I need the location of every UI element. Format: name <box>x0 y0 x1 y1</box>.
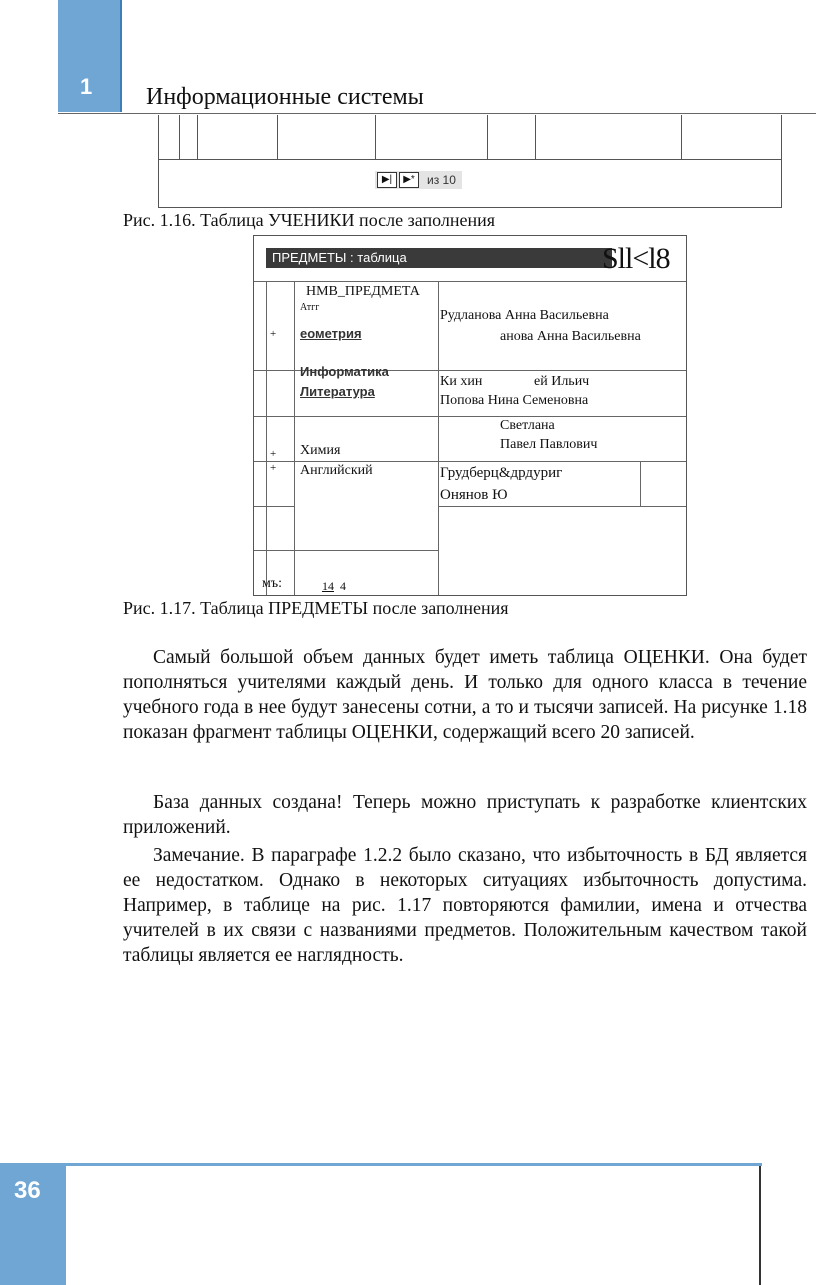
footer-divider <box>759 1166 761 1285</box>
column-divider <box>375 115 376 159</box>
footer-rule <box>0 1163 762 1166</box>
paragraph: Самый большой объем данных будет иметь таблица ОЦЕНКИ. Она будет пополняться учителями каждый день. И только для одного класса в течение учебного года в нее будут занесены сотни, а то и тысячи записей. На рисунке 1.18 показан фрагмент таблицы ОЦЕНКИ, содержащий всего 20 записей. <box>123 647 807 743</box>
record-navigator <box>375 171 462 189</box>
subjects-table-figure <box>253 235 687 596</box>
column-divider <box>266 281 267 595</box>
column-divider <box>438 281 439 595</box>
record-total: 4 <box>340 579 346 593</box>
last-record-button[interactable]: ▶| <box>377 172 397 188</box>
column-divider <box>294 281 295 595</box>
record-count: из 10 <box>427 173 456 187</box>
teacher-cell: Светлана <box>500 418 555 433</box>
chapter-title: Информационные системы <box>146 84 424 110</box>
header-rule <box>58 113 816 114</box>
subject-cell: Химия <box>300 443 341 458</box>
figure-caption-1-16: Рис. 1.16. Таблица УЧЕНИКИ после заполнения <box>123 210 496 230</box>
column-divider <box>179 115 180 159</box>
teacher-cell: Ки хин <box>440 374 483 389</box>
new-record-button[interactable]: ▶* <box>399 172 419 188</box>
teacher-cell: ей Ильич <box>534 374 590 389</box>
row-divider <box>254 550 438 551</box>
column-divider <box>640 461 641 506</box>
teacher-cell: Попова Нина Семеновна <box>440 393 589 408</box>
row-divider <box>254 506 294 507</box>
row-divider <box>254 416 686 417</box>
column-divider <box>277 115 278 159</box>
column-divider <box>197 115 198 159</box>
figure-caption-1-17: Рис. 1.17. Таблица ПРЕДМЕТЫ после заполнения <box>123 598 509 618</box>
window-title: ПРЕДМЕТЫ : таблица <box>266 248 612 268</box>
teacher-cell: Павел Павлович <box>500 437 598 452</box>
expand-icon: + <box>270 448 277 460</box>
column-divider <box>681 115 682 159</box>
subject-cell: еометрия <box>300 326 362 341</box>
subject-cell: Английский <box>300 463 373 478</box>
students-table-fragment <box>158 115 782 208</box>
column-divider <box>535 115 536 159</box>
row-divider <box>438 506 686 507</box>
expand-icon: + <box>270 328 277 340</box>
column-header: НМВ_ПРЕДМЕТА <box>306 284 420 299</box>
teacher-cell: Грудберц&дрдуриг <box>440 465 563 481</box>
record-number: 14 <box>322 579 334 593</box>
row-divider <box>254 281 686 282</box>
teacher-cell: анова Анна Васильевна <box>500 329 641 344</box>
expand-icon: + <box>270 462 277 474</box>
chapter-number: 1 <box>80 74 93 99</box>
corner-text: Sll<l8 <box>602 242 670 275</box>
paragraph: База данных создана! Теперь можно приступать к разработке клиентских приложений. <box>123 792 807 838</box>
teacher-cell: Онянов Ю <box>440 487 508 503</box>
paragraph: Замечание. В параграфе 1.2.2 было сказано, что избыточность в БД является ее недостатком. Однако в некоторых ситуациях избыточность допустима. Например, в таблице на рис. 1.17 повторяются фамилии, имена и отчества учителей в их связи с названиями предметов. Положительным качеством такой таблицы является ее наглядность. <box>123 845 807 966</box>
column-subheader: Атгг <box>300 302 320 313</box>
subject-cell: Информатика <box>300 364 389 379</box>
teacher-cell: Рудланова Анна Васильевна <box>440 308 609 323</box>
table-row <box>159 115 781 160</box>
subject-cell: Литература <box>300 384 375 399</box>
page-number: 36 <box>14 1177 41 1204</box>
row-divider <box>254 461 686 462</box>
column-divider <box>487 115 488 159</box>
record-label: мъ: <box>262 576 282 591</box>
